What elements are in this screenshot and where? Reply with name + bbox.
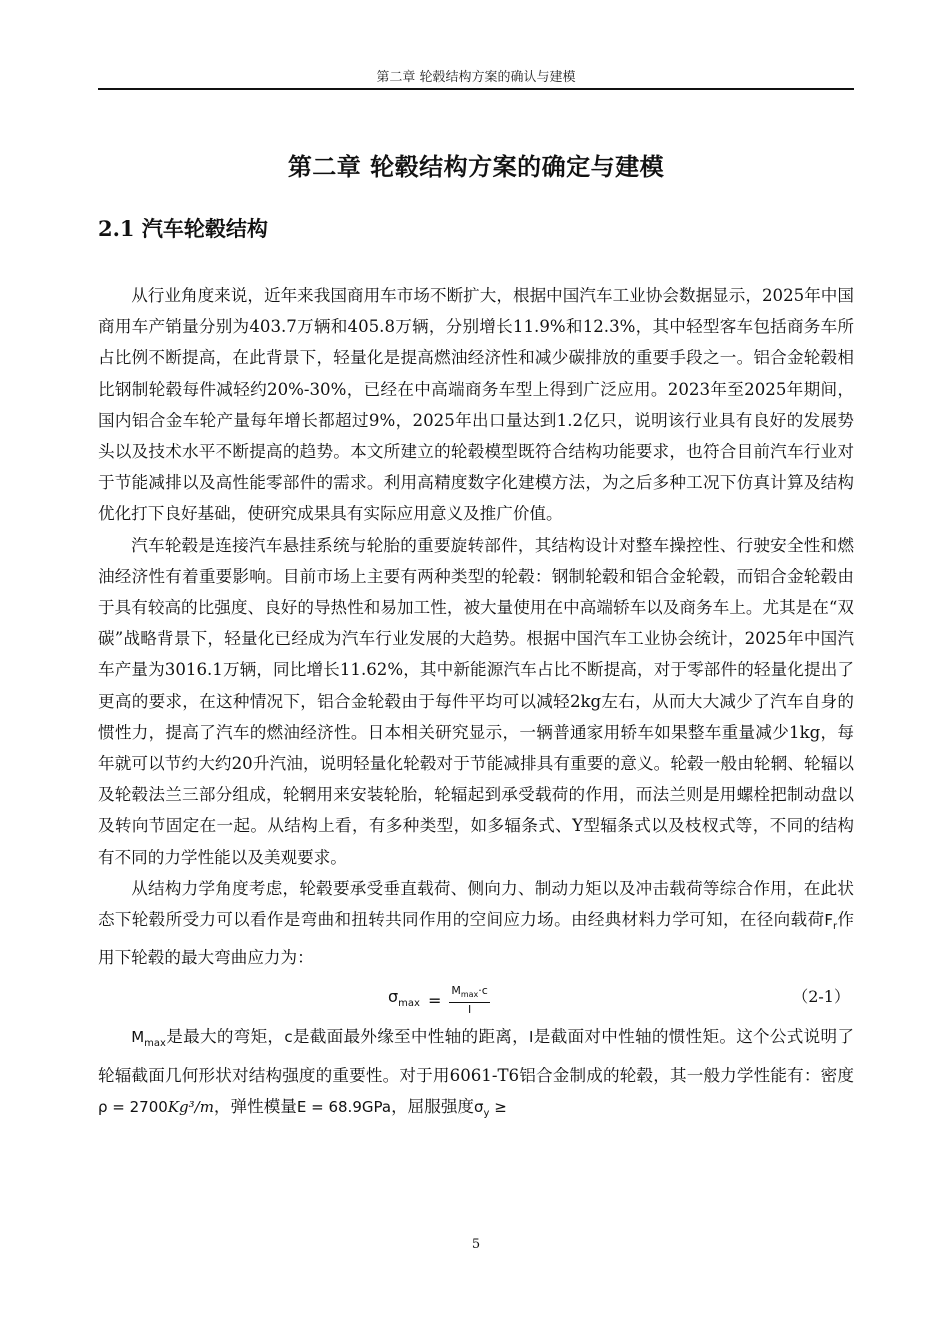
paragraph-3-text-b: 作用下轮毂的最大弯曲应力为： [98,910,855,968]
paragraph-3-text-a: 从结构力学角度考虑，轮毂要承受垂直载荷、侧向力、制动力矩以及冲击载荷等综合作用，在此状态下轮毂所受力可以看作是弯曲和扭转共同作用的空间应力场。由经典材料力学可知，在径向载荷 [98,878,854,930]
paragraph-3 [98,873,854,974]
distance-symbol: c [284,1028,293,1047]
density-expression: ρ = 2700 [98,1097,168,1116]
equation-equals: = [427,991,442,1011]
equation-2-1 [98,975,854,1015]
running-header: 第二章 轮毂结构方案的确认与建模 [376,70,576,85]
paragraph-1: 从行业角度来说，近年来我国商用车市场不断扩大，根据中国汽车工业协会数据显示，2025年中国商用车产销量分别为403.7万辆和405.8万辆，分别增长11.9%和12.3%，其中轻型客车包括商务车所占比例不断提高，在此背景下，轻量化是提高燃油经济性和减少碳排放的重要手段之一。铝合金轮毂相比钢制轮毂每件减轻约20%-30%，已经在中高端商务车型上得到广泛应用。2023年至2025年期间，国内铝合金车轮产量每年增长都超过9%，2025年出口量达到1.2亿只，说明该行业具有良好的发展势头以及技术水平不断提高的趋势。本文所建立的轮毂模型既符合结构功能要求，也符合目前汽车行业对于节能减排以及高性能零部件的需求。利用高精度数字化建模方法，为之后多种工况下仿真计算及结构优化打下良好基础，使研究成果具有实际应用意义及推广价值。 [98,286,854,524]
section-title: 2.1 汽车轮毂结构 [98,216,268,241]
body-text [98,280,854,1129]
equation-fraction [449,985,489,1016]
radial-load-symbol: $F_r$ [824,911,838,933]
equation-body [388,981,490,1019]
density-unit: Kg³/m [167,1097,214,1116]
header-rule [98,88,854,90]
inertia-symbol: I [529,1028,534,1047]
fraction-numerator: $M_{max}\cdot c$ [449,985,489,1003]
equation-number: （2-1） [792,987,850,1007]
paragraph-4: $M_{max}$是最大的弯矩，c是截面最外缘至中性轴的距离，I是截面对中性轴的惯性矩。这个公式说明了轮辐截面几何形状对结构强度的重要性。对于用6061-T6铝合金制成的轮毂，其一般力学性能有：密度ρ = 2700Kg³/m，弹性模量E = 68.9GPa，屈服强度$\sigma_y$ ≥ [98,1027,855,1119]
fraction-denominator: I [467,1003,472,1017]
paragraph-2: 汽车轮毂是连接汽车悬挂系统与轮胎的重要旋转部件，其结构设计对整车操控性、行驶安全性和燃油经济性有着重要影响。目前市场上主要有两种类型的轮毂：钢制轮毂和铝合金轮毂，而铝合金轮毂由于具有较高的比强度、良好的导热性和易加工性，被大量使用在中高端轿车以及商务车上。尤其是在“双碳”战略背景下，轻量化已经成为汽车行业发展的大趋势。根据中国汽车工业协会统计，2025年中国汽车产量为3016.1万辆，同比增长11.62%，其中新能源汽车占比不断提高，对于零部件的轻量化提出了更高的要求，在这种情况下，铝合金轮毂由于每件平均可以减轻2kg左右，从而大大减少了汽车自身的惯性力，提高了汽车的燃油经济性。日本相关研究显示，一辆普通家用轿车如果整车重量减少1kg，每年就可以节约大约20升汽油，说明轻量化轮毂对于节能减排具有重要的意义。轮毂一般由轮辋、轮辐以及轮毂法兰三部分组成，轮辋用来安装轮胎，轮辐起到承受载荷的作用，而法兰则是用螺栓把制动盘以及转向节固定在一起。从结构上看，有多种类型，如多辐条式、Y型辐条式以及枝杈式等，不同的结构有不同的力学性能以及美观要求。 [98,535,854,867]
equation-lhs: $\sigma_{max}$ [388,987,420,1010]
page-number: 5 [471,1237,481,1252]
max-moment-symbol: $M_{max}$ [131,1028,166,1050]
yield-strength-symbol: $\sigma_y$ ≥ [474,1097,507,1119]
chapter-title: 第二章 轮毂结构方案的确定与建模 [287,152,665,181]
modulus-expression: E = 68.9GPa [296,1097,392,1116]
